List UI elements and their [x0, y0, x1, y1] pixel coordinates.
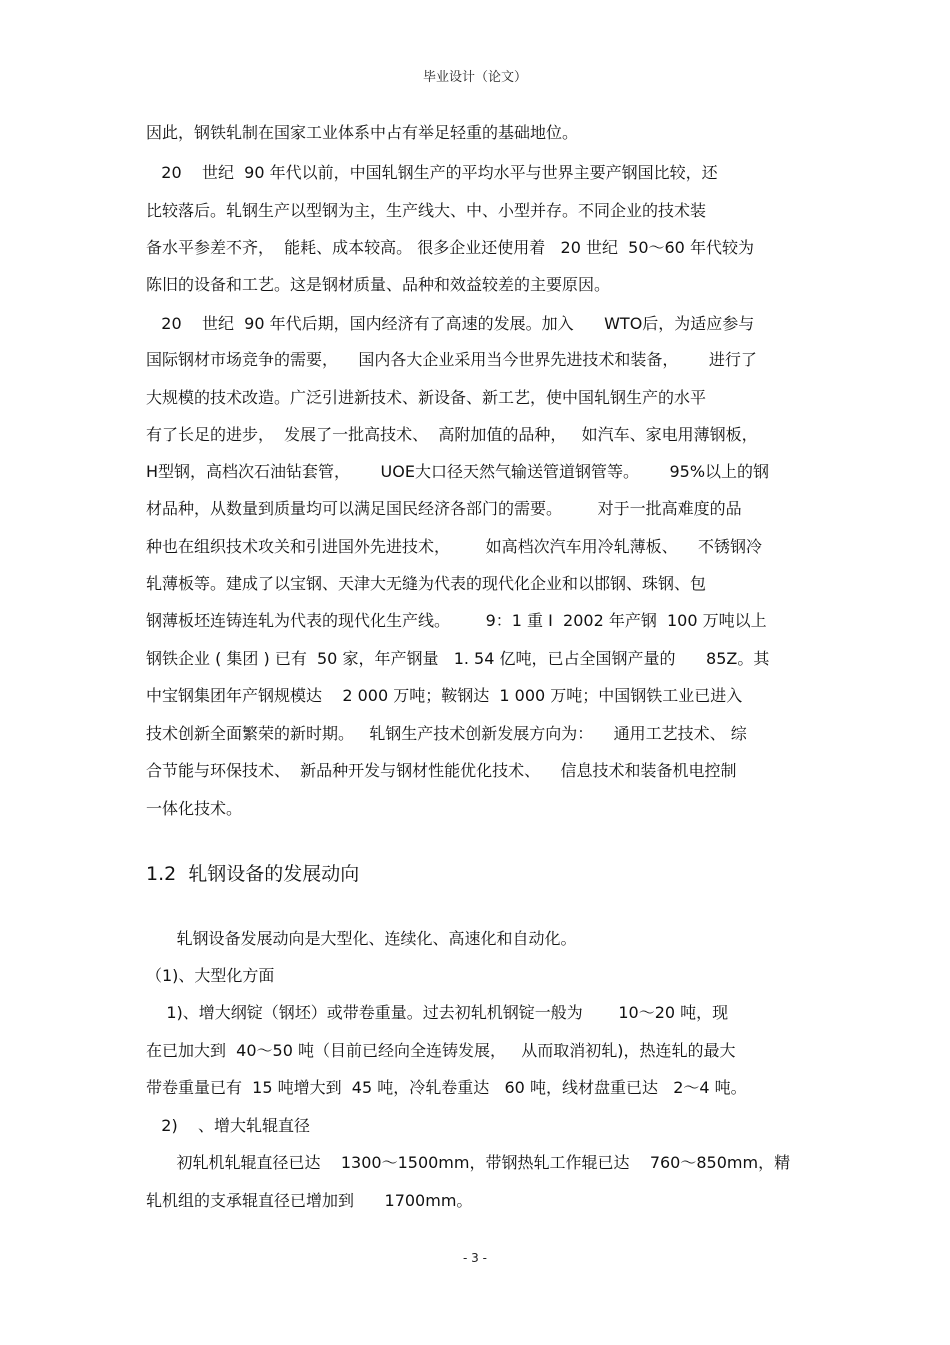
body-line: 有了长足的进步， 发展了一批高技术、 高附加值的品种， 如汽车、家电用薄钢板，: [146, 425, 758, 444]
body-line: 钢薄板坯连铸连轧为代表的现代化生产线。 9：1 重 I 2002 年产钢 100 万吨以上: [146, 611, 767, 630]
body-line: 中宝钢集团年产钢规模达 2 000 万吨；鞍钢达 1 000 万吨；中国钢铁工业已进入: [146, 686, 743, 705]
body-line: 轧薄板等。建成了以宝钢、天津大无缝为代表的现代化企业和以邯钢、珠钢、包: [146, 574, 707, 593]
body-line: H型钢，高档次石油钻套管， UOE大口径天然气输送管道钢管等。 95%以上的钢: [146, 462, 770, 481]
section-line: 带卷重量已有 15 吨增大到 45 吨，冷轧卷重达 60 吨，线材盘重已达 2～4 吨。: [146, 1078, 747, 1097]
section-line: 2) 、增大轧辊直径: [146, 1116, 311, 1135]
body-line: 种也在组织技术攻关和引进国外先进技术， 如高档次汽车用冷轧薄板、 不锈钢冷: [146, 537, 762, 556]
section-line: （1)、大型化方面: [146, 966, 275, 985]
body-line: 大规模的技术改造。广泛引进新技术、新设备、新工艺，使中国轧钢生产的水平: [146, 388, 707, 407]
page-number: - 3 -: [463, 1251, 487, 1265]
body-line: 因此，钢铁轧制在国家工业体系中占有举足轻重的基础地位。: [146, 123, 579, 142]
section-line: 初轧机轧辊直径已达 1300～1500mm，带钢热轧工作辊已达 760～850mm，精: [146, 1153, 791, 1172]
section-heading: 1.2 轧钢设备的发展动向: [146, 863, 360, 885]
body-line: 国际钢材市场竞争的需要， 国内各大企业采用当今世界先进技术和装备， 进行了: [146, 350, 757, 369]
section-line: 1)、增大纲锭（钢坯）或带卷重量。过去初轧机钢锭一般为 10～20 吨，现: [146, 1003, 729, 1022]
body-line: 备水平参差不齐， 能耗、成本较高。 很多企业还使用着 20 世纪 50～60 年代较为: [146, 238, 754, 257]
body-line: 材品种，从数量到质量均可以满足国民经济各部门的需要。 对于一批高难度的品: [146, 499, 742, 518]
body-line: 钢铁企业 ( 集团 ) 已有 50 家，年产钢量 1. 54 亿吨，已占全国钢产量的 85Z。其: [146, 649, 770, 668]
body-line: 20 世纪 90 年代后期，国内经济有了高速的发展。加入 WTO后，为适应参与: [146, 314, 755, 333]
body-line: 陈旧的设备和工艺。这是钢材质量、品种和效益较差的主要原因。: [146, 275, 611, 294]
section-line: 轧机组的支承辊直径已增加到 1700mm。: [146, 1191, 473, 1210]
body-line: 技术创新全面繁荣的新时期。 轧钢生产技术创新发展方向为： 通用工艺技术、 综: [146, 724, 747, 743]
body-line: 合节能与环保技术、 新品种开发与钢材性能优化技术、 信息技术和装备机电控制: [146, 761, 737, 780]
body-line: 一体化技术。: [146, 799, 243, 818]
body-line: 20 世纪 90 年代以前，中国轧钢生产的平均水平与世界主要产钢国比较，还: [146, 163, 718, 182]
section-line: 轧钢设备发展动向是大型化、连续化、高速化和自动化。: [146, 929, 577, 948]
page-header: 毕业设计（论文）: [422, 70, 527, 85]
body-line: 比较落后。轧钢生产以型钢为主，生产线大、中、小型并存。不同企业的技术装: [146, 201, 707, 220]
section-line: 在已加大到 40～50 吨（目前已经向全连铸发展， 从而取消初轧)，热连轧的最大: [146, 1041, 736, 1060]
